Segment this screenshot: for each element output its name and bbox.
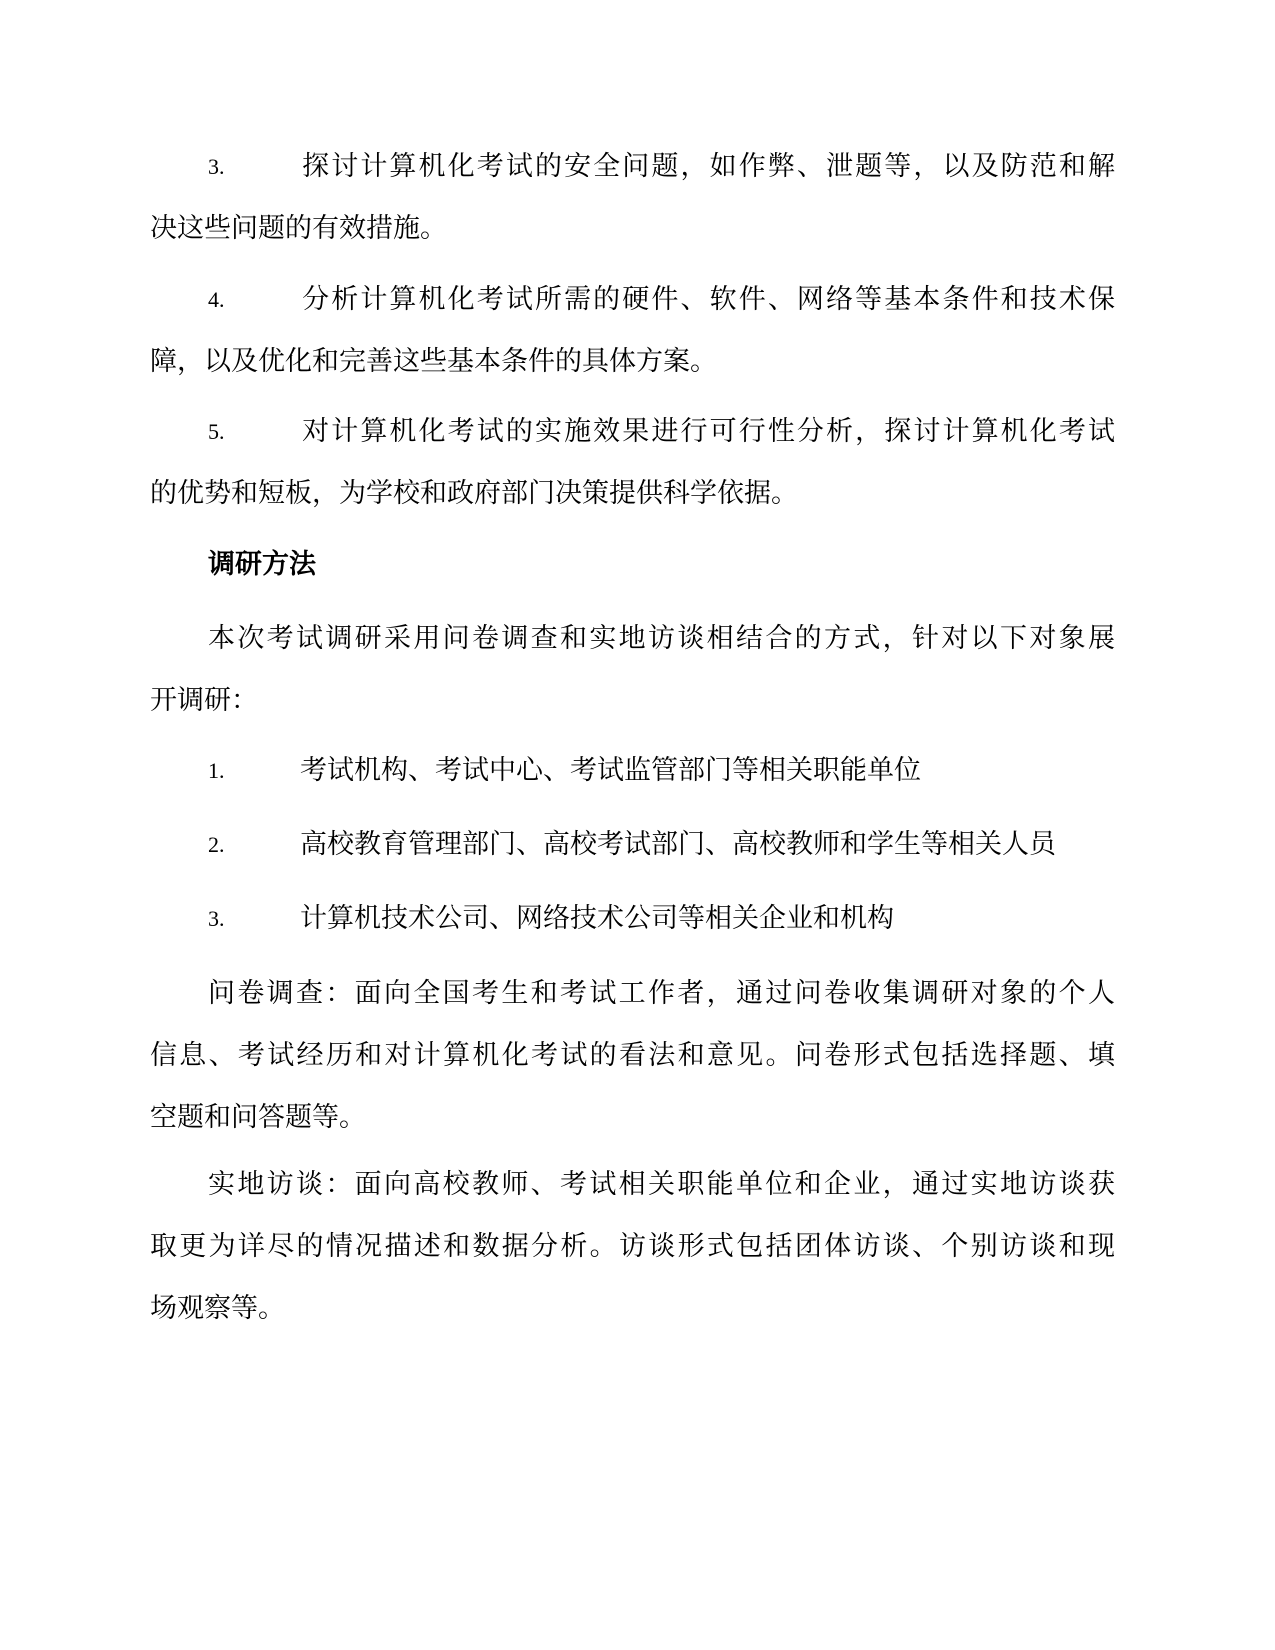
list-text-continued: 障，以及优化和完善这些基本条件的具体方案。 xyxy=(150,346,717,377)
list-text-continued: 的优势和短板，为学校和政府部门决策提供科学依据。 xyxy=(150,478,798,509)
list-text: 高校教育管理部门、高校考试部门、高校教师和学生等相关人员 xyxy=(300,829,1056,860)
paragraph-line: 取更为详尽的情况描述和数据分析。访谈形式包括团体访谈、个别访谈和现 xyxy=(150,1231,1115,1262)
list-item xyxy=(150,401,1115,525)
list-item xyxy=(150,888,1115,950)
paragraph-line: 问卷调查：面向全国考生和考试工作者，通过问卷收集调研对象的个人 xyxy=(208,978,1115,1009)
list-item xyxy=(150,814,1115,876)
list-item-line xyxy=(150,136,1115,198)
list-number: 2. xyxy=(208,832,225,857)
paragraph-interview xyxy=(150,1154,1115,1340)
list-item-line xyxy=(150,888,1115,950)
section-heading-block xyxy=(150,534,1115,596)
list-item xyxy=(150,269,1115,393)
list-text: 探讨计算机化考试的安全问题，如作弊、泄题等，以及防范和解 xyxy=(300,151,1115,182)
list-text: 计算机技术公司、网络技术公司等相关企业和机构 xyxy=(300,903,894,934)
list-item-line xyxy=(150,814,1115,876)
list-item-line xyxy=(150,740,1115,802)
list-item-line xyxy=(150,401,1115,463)
paragraph-line: 场观察等。 xyxy=(150,1293,285,1324)
paragraph-questionnaire xyxy=(150,963,1115,1149)
paragraph-intro xyxy=(150,608,1115,732)
list-item xyxy=(150,136,1115,260)
section-heading: 调研方法 xyxy=(208,549,316,580)
list-number: 1. xyxy=(208,758,225,783)
list-item xyxy=(150,740,1115,802)
list-number: 3. xyxy=(208,154,225,179)
paragraph-line: 信息、考试经历和对计算机化考试的看法和意见。问卷形式包括选择题、填 xyxy=(150,1040,1115,1071)
paragraph-line: 开调研： xyxy=(150,685,258,716)
paragraph-line: 实地访谈：面向高校教师、考试相关职能单位和企业，通过实地访谈获 xyxy=(208,1169,1115,1200)
paragraph-line: 空题和问答题等。 xyxy=(150,1102,366,1133)
list-text: 考试机构、考试中心、考试监管部门等相关职能单位 xyxy=(300,755,921,786)
paragraph-line: 本次考试调研采用问卷调查和实地访谈相结合的方式，针对以下对象展 xyxy=(208,623,1115,654)
list-number: 3. xyxy=(208,906,225,931)
list-number: 4. xyxy=(208,287,225,312)
list-text: 分析计算机化考试所需的硬件、软件、网络等基本条件和技术保 xyxy=(300,284,1115,315)
list-number: 5. xyxy=(208,419,225,444)
list-text: 对计算机化考试的实施效果进行可行性分析，探讨计算机化考试 xyxy=(300,416,1115,447)
list-text-continued: 决这些问题的有效措施。 xyxy=(150,213,447,244)
list-item-line xyxy=(150,269,1115,331)
